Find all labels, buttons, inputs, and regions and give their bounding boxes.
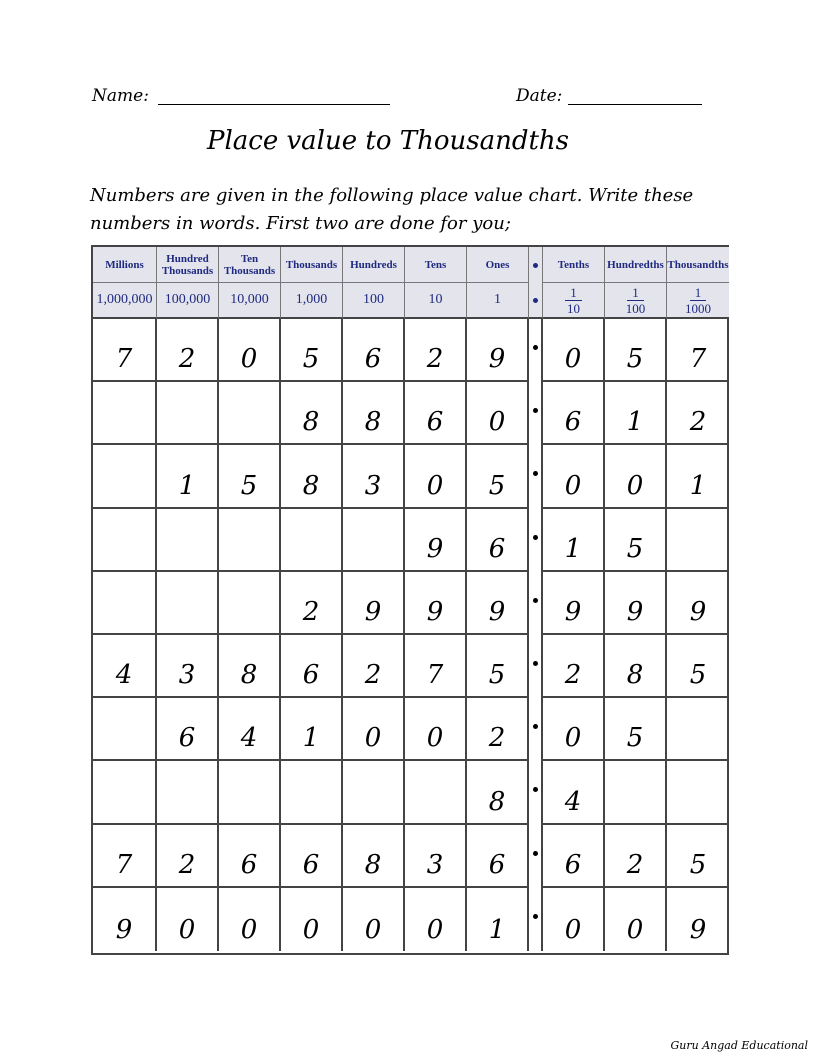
digit-cell[interactable]: 8 — [343, 382, 405, 445]
digit-cell[interactable] — [281, 761, 343, 824]
digit-cell[interactable]: 0 — [343, 888, 405, 951]
column-place-value: 100,000 — [157, 283, 219, 319]
digit-cell[interactable] — [93, 509, 157, 572]
digit-cell[interactable] — [219, 382, 281, 445]
column-place-value: 1,000 — [281, 283, 343, 319]
digit-cell[interactable]: 7 — [405, 635, 467, 698]
column-header: Tens — [405, 247, 467, 283]
name-blank[interactable] — [158, 104, 390, 105]
digit-cell[interactable]: 0 — [157, 888, 219, 951]
column-header: Ones — [467, 247, 529, 283]
digit-cell[interactable]: 2 — [667, 382, 729, 445]
digit-cell[interactable]: 4 — [93, 635, 157, 698]
digit-cell[interactable]: 9 — [689, 914, 707, 945]
date-blank[interactable] — [568, 104, 702, 105]
digit-cell[interactable]: 6 — [467, 825, 529, 888]
digit-cell[interactable]: 8 — [343, 825, 405, 888]
digit-cell[interactable]: 2 — [157, 825, 219, 888]
digit-cell[interactable]: 5 — [281, 319, 343, 382]
decimal-point-cell — [529, 761, 543, 824]
digit-cell[interactable]: 4 — [543, 761, 605, 824]
digit-cell[interactable] — [157, 761, 219, 824]
digit-cell[interactable] — [219, 509, 281, 572]
column-header: Millions — [93, 247, 157, 283]
fraction-numerator: 1 — [690, 286, 707, 301]
digit-cell[interactable]: 1 — [605, 382, 667, 445]
digit-cell[interactable]: 0 — [405, 445, 467, 508]
digit-cell[interactable]: 4 — [219, 698, 281, 761]
date-label: Date: — [516, 86, 563, 106]
digit-cell[interactable]: 5 — [467, 635, 529, 698]
digit-cell[interactable]: 9 — [667, 572, 729, 635]
instructions: Numbers are given in the following place value chart. Write these numbers in words. First two are done for you; — [90, 185, 694, 234]
digit-cell[interactable] — [667, 509, 729, 572]
digit-cell[interactable] — [605, 761, 667, 824]
digit-cell[interactable] — [93, 761, 157, 824]
decimal-dot — [533, 298, 538, 303]
digit-cell[interactable]: 1 — [281, 698, 343, 761]
fraction — [626, 286, 646, 315]
digit-cell[interactable]: 0 — [405, 698, 467, 761]
digit-cell[interactable] — [405, 761, 467, 824]
digit-cell[interactable]: 9 — [405, 509, 467, 572]
digit-cell[interactable]: 6 — [281, 825, 343, 888]
digit-cell[interactable]: 6 — [157, 698, 219, 761]
digit-cell[interactable]: 6 — [467, 509, 529, 572]
decimal-point-cell — [529, 319, 543, 382]
digit-cell[interactable] — [667, 698, 729, 761]
digit-cell[interactable]: 0 — [467, 382, 529, 445]
header — [92, 86, 712, 110]
decimal-dot — [533, 914, 538, 919]
digit-cell[interactable] — [343, 761, 405, 824]
digit-cell[interactable]: 8 — [605, 635, 667, 698]
fraction-denominator: 100 — [625, 300, 646, 316]
column-header: Thousands — [281, 247, 343, 283]
column-place-value: 1 — [467, 283, 529, 319]
fraction-denominator: 1000 — [685, 300, 711, 316]
fraction-numerator: 1 — [565, 286, 582, 301]
digit-cell[interactable]: 5 — [605, 698, 667, 761]
digit-cell[interactable]: 0 — [281, 888, 343, 951]
decimal-dot — [533, 535, 538, 540]
digit-cell[interactable] — [281, 509, 343, 572]
digit-cell[interactable]: 5 — [667, 635, 729, 698]
digit-cell[interactable] — [93, 698, 157, 761]
decimal-point-cell — [529, 509, 543, 572]
decimal-point-cell — [529, 382, 543, 445]
digit-cell[interactable]: 0 — [543, 698, 605, 761]
digit-cell[interactable]: 0 — [219, 888, 281, 951]
digit-cell[interactable] — [93, 445, 157, 508]
digit-cell[interactable]: 6 — [281, 635, 343, 698]
digit-cell[interactable]: 6 — [343, 319, 405, 382]
digit-cell[interactable]: 5 — [219, 445, 281, 508]
fraction — [685, 286, 711, 315]
digit-cell[interactable]: 1 — [157, 445, 219, 508]
column-header: Thousandths — [667, 247, 729, 283]
digit-cell[interactable] — [157, 509, 219, 572]
digit-cell[interactable]: 5 — [467, 445, 529, 508]
decimal-point-cell — [529, 635, 543, 698]
column-place-value: 1,000,000 — [93, 283, 157, 319]
digit-cell[interactable]: 8 — [219, 635, 281, 698]
digit-cell[interactable]: 7 — [93, 825, 157, 888]
digit-cell[interactable] — [93, 382, 157, 445]
digit-cell[interactable]: 6 — [219, 825, 281, 888]
fraction-numerator: 1 — [627, 286, 644, 301]
digit-cell[interactable] — [667, 761, 729, 824]
digit-cell[interactable]: 8 — [467, 761, 529, 824]
digit-cell[interactable]: 2 — [605, 825, 667, 888]
column-header: Hundred Thousands — [157, 247, 219, 283]
digit-cell[interactable]: 9 — [93, 888, 157, 951]
digit-cell[interactable]: 3 — [343, 445, 405, 508]
digit-cell[interactable] — [157, 572, 219, 635]
digit-cell[interactable]: 3 — [405, 825, 467, 888]
digit-cell[interactable]: 5 — [605, 509, 667, 572]
decimal-point-cell — [529, 888, 543, 951]
digit-cell[interactable] — [93, 572, 157, 635]
digit-cell[interactable]: 9 — [405, 572, 467, 635]
digit-cell[interactable]: 0 — [605, 888, 667, 951]
column-header: Tenths — [543, 247, 605, 283]
digit-cell[interactable]: 9 — [543, 572, 605, 635]
place-value-chart — [91, 245, 729, 955]
digit-cell[interactable] — [219, 761, 281, 824]
column-header: Ten Thousands — [219, 247, 281, 283]
digit-cell[interactable]: 2 — [467, 698, 529, 761]
digit-cell[interactable]: 6 — [543, 382, 605, 445]
decimal-dot — [533, 598, 538, 603]
column-header: Hundredths — [605, 247, 667, 283]
column-place-value: 100 — [343, 283, 405, 319]
digit-cell[interactable]: 0 — [405, 888, 467, 951]
digit-cell[interactable]: 1 — [467, 888, 529, 951]
digit-cell[interactable]: 0 — [543, 445, 605, 508]
digit-cell[interactable]: 1 — [543, 509, 605, 572]
decimal-point-cell — [529, 445, 543, 508]
fraction-denominator: 10 — [567, 300, 580, 316]
decimal-point-cell — [529, 825, 543, 888]
digit-cell[interactable]: 9 — [343, 572, 405, 635]
decimal-point-cell — [529, 572, 543, 635]
column-place-value — [667, 283, 729, 319]
digit-cell[interactable]: 5 — [667, 825, 729, 888]
digit-cell[interactable]: 3 — [157, 635, 219, 698]
digit-cell[interactable]: 5 — [605, 319, 667, 382]
digit-cell[interactable]: 0 — [343, 698, 405, 761]
decimal-dot — [533, 851, 538, 856]
digit-cell[interactable]: 9 — [605, 572, 667, 635]
decimal-dot — [533, 345, 538, 350]
digit-cell[interactable]: 2 — [543, 635, 605, 698]
digit-cell[interactable]: 1 — [667, 445, 729, 508]
digit-cell[interactable]: 2 — [343, 635, 405, 698]
decimal-dot — [533, 787, 538, 792]
decimal-dot — [533, 661, 538, 666]
digit-cell[interactable]: 7 — [667, 319, 729, 382]
decimal-point-value — [529, 283, 543, 319]
worksheet-title: Place value to Thousandths — [206, 126, 570, 156]
digit-cell[interactable] — [219, 572, 281, 635]
digit-cell[interactable]: 0 — [605, 445, 667, 508]
decimal-point-cell — [529, 698, 543, 761]
decimal-point-header — [529, 247, 543, 283]
column-place-value — [543, 283, 605, 319]
digit-cell[interactable]: 0 — [543, 888, 605, 951]
digit-cell[interactable]: 2 — [157, 319, 219, 382]
digit-cell[interactable]: 9 — [467, 572, 529, 635]
column-place-value — [605, 283, 667, 319]
digit-cell[interactable]: 2 — [405, 319, 467, 382]
footer-credit: Guru Angad Educational — [670, 1039, 808, 1052]
digit-cell[interactable] — [343, 509, 405, 572]
column-place-value: 10 — [405, 283, 467, 319]
digit-cell[interactable]: 6 — [405, 382, 467, 445]
digit-cell[interactable]: 9 — [467, 319, 529, 382]
name-label: Name: — [92, 86, 149, 106]
digit-cell[interactable]: 8 — [281, 445, 343, 508]
digit-cell[interactable]: 2 — [281, 572, 343, 635]
decimal-dot — [533, 724, 538, 729]
digit-cell[interactable]: 0 — [219, 319, 281, 382]
decimal-dot — [533, 408, 538, 413]
digit-cell[interactable]: 8 — [281, 382, 343, 445]
column-header: Hundreds — [343, 247, 405, 283]
digit-cell[interactable] — [157, 382, 219, 445]
digit-cell[interactable]: 7 — [93, 319, 157, 382]
decimal-dot — [533, 263, 538, 268]
digit-cell[interactable]: 0 — [543, 319, 605, 382]
digit-cell[interactable]: 6 — [543, 825, 605, 888]
decimal-dot — [533, 471, 538, 476]
fraction — [565, 286, 582, 315]
column-place-value: 10,000 — [219, 283, 281, 319]
